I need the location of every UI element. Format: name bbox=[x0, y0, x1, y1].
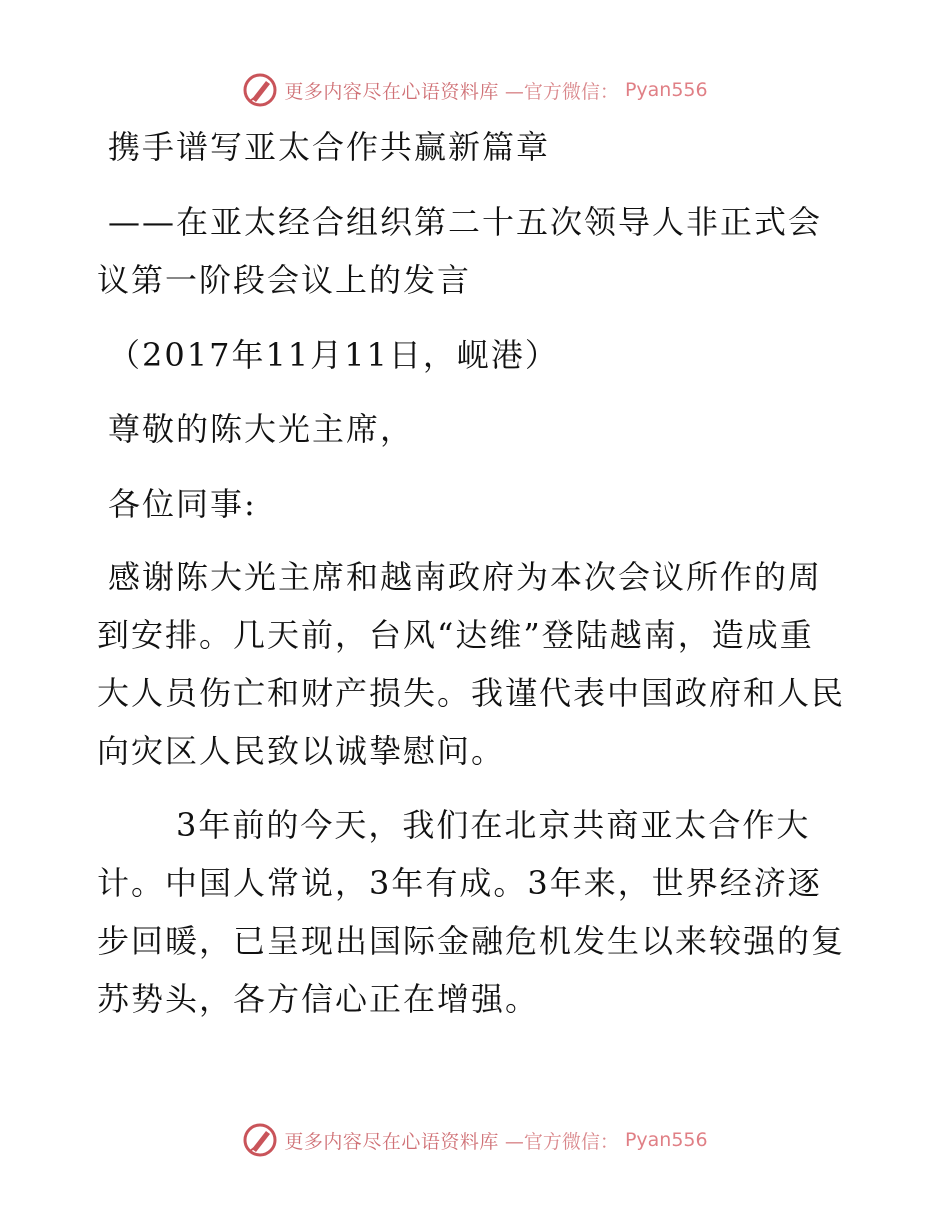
watermark-main-text: 更多内容尽在心语资料库 bbox=[284, 80, 499, 103]
document-subtitle-line-1: ——在亚太经合组织第二十五次领导人非正式会 bbox=[108, 203, 823, 241]
paragraph-1-line-3: 大人员伤亡和财产损失。我谨代表中国政府和人民 bbox=[97, 674, 846, 712]
paragraph-2-line-2: 计。中国人常说，3年有成。3年来，世界经济逐 bbox=[97, 864, 822, 902]
watermark-footer bbox=[0, 1122, 950, 1158]
watermark-header bbox=[0, 72, 950, 108]
salutation-line-2: 各位同事: bbox=[108, 485, 257, 523]
watermark-wechat-id: Pyan556 bbox=[624, 1129, 708, 1151]
paragraph-2-line-1: 3年前的今天，我们在北京共商亚太合作大 bbox=[176, 806, 811, 844]
document-subtitle-line-2: 议第一阶段会议上的发言 bbox=[97, 261, 472, 299]
document-title: 携手谱写亚太合作共赢新篇章 bbox=[108, 128, 551, 166]
watermark-wechat-id: Pyan556 bbox=[624, 79, 708, 101]
document-date-place: （2017年11月11日，岘港） bbox=[108, 336, 559, 374]
paragraph-2-line-4: 苏势头，各方信心正在增强。 bbox=[97, 980, 540, 1018]
watermark-sub-text: —官方微信： bbox=[504, 1130, 619, 1153]
paragraph-1-line-1: 感谢陈大光主席和越南政府为本次会议所作的周 bbox=[108, 558, 823, 596]
salutation-line-1: 尊敬的陈大光主席， bbox=[108, 410, 415, 448]
watermark-main-text: 更多内容尽在心语资料库 bbox=[284, 1130, 499, 1153]
pen-logo-icon bbox=[242, 1122, 278, 1158]
paragraph-2-line-3: 步回暖，已呈现出国际金融危机发生以来较强的复 bbox=[97, 922, 846, 960]
paragraph-1-line-2: 到安排。几天前，台风“达维”登陆越南，造成重 bbox=[97, 616, 814, 654]
watermark-sub-text: —官方微信： bbox=[504, 80, 619, 103]
pen-logo-icon bbox=[242, 72, 278, 108]
paragraph-1-line-4: 向灾区人民致以诚挚慰问。 bbox=[97, 732, 506, 770]
